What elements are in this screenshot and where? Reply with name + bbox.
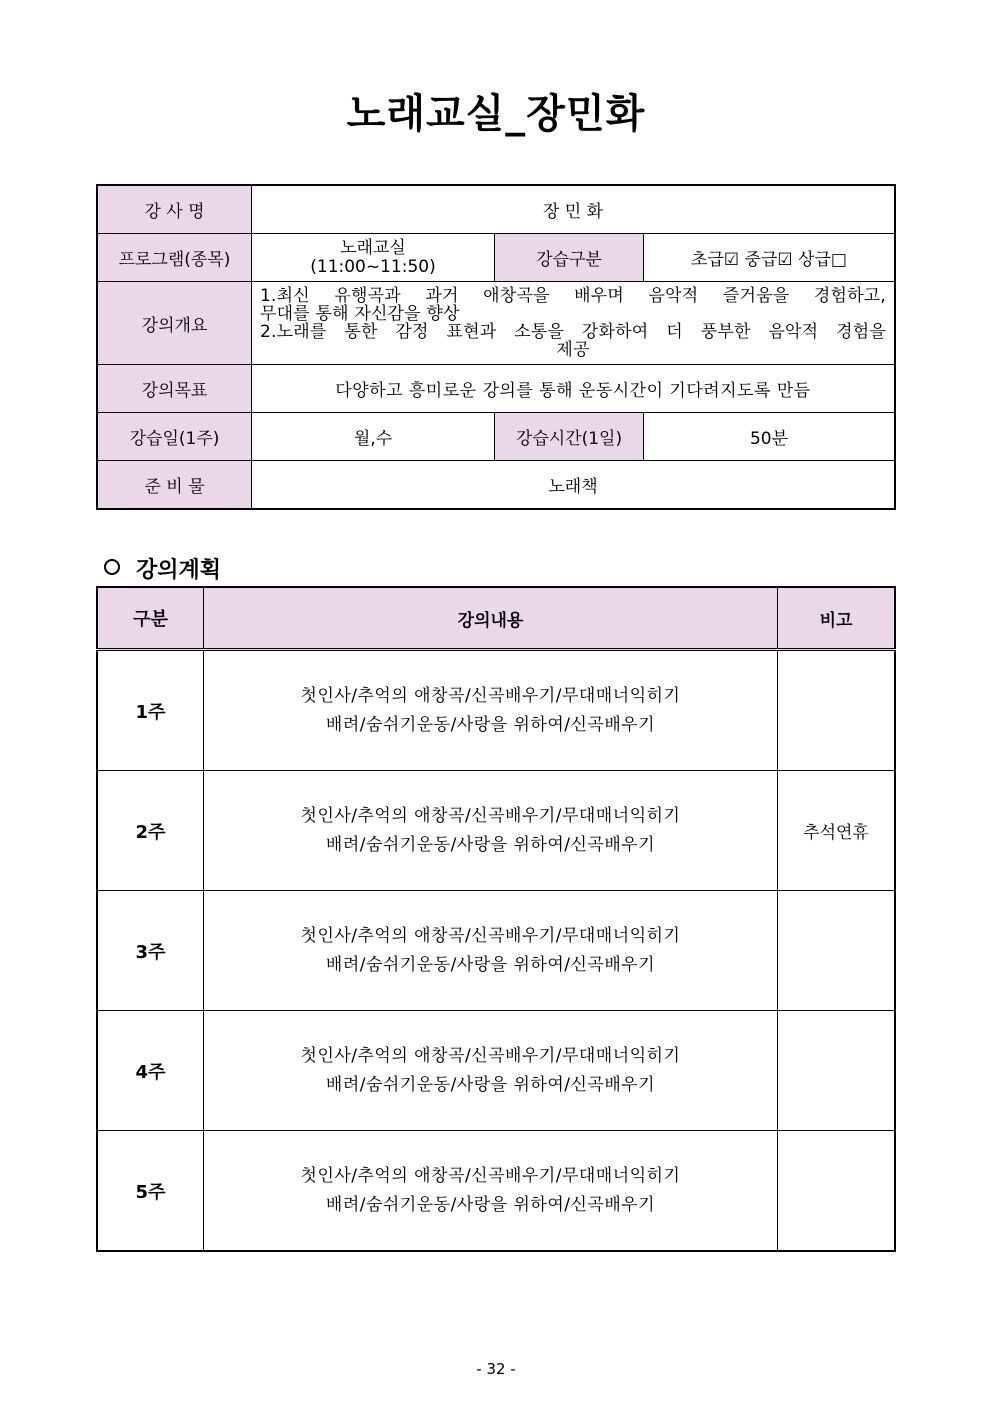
content-line: 배려/숨쉬기운동/사랑을 위하여/신곡배우기 [325,834,656,855]
note-cell [778,1011,896,1131]
table-row [97,1011,895,1131]
overview-label: 강의개요 [97,282,252,365]
program-name: 노래교실 [340,237,406,258]
content-line: 첫인사/추억의 애창곡/신곡배우기/무대매너익히기 [300,1045,681,1066]
note-cell [778,1131,896,1252]
content-line: 첫인사/추억의 애창곡/신곡배우기/무대매너익히기 [300,925,681,946]
header-note: 비고 [778,587,896,650]
days-value: 월,수 [252,413,495,461]
circle-bullet-icon [104,559,120,575]
content-cell [204,650,778,771]
content-cell [204,1011,778,1131]
content-line: 배려/숨쉬기운동/사랑을 위하여/신곡배우기 [325,954,656,975]
overview-line: 1.최신 유행곡과 과거 애창곡을 배우며 음악적 즐거움을 경험하고, [260,286,886,306]
duration-label: 강습시간(1일) [495,413,644,461]
content-line: 첫인사/추억의 애창곡/신곡배우기/무대매너익히기 [300,805,681,826]
content-cell [204,891,778,1011]
section-heading [104,553,221,584]
course-info-table [96,184,896,510]
week-cell: 5주 [97,1131,204,1252]
goal-label: 강의목표 [97,365,252,413]
overview-line: 2.노래를 통한 감정 표현과 소통을 강화하여 더 풍부한 음악적 경험을 [260,322,886,342]
level-value: 초급☑ 중급☑ 상급□ [644,234,896,282]
content-line: 배려/숨쉬기운동/사랑을 위하여/신곡배우기 [325,1194,656,1215]
note-cell [778,650,896,771]
section-title: 강의계획 [136,558,222,583]
materials-value: 노래책 [252,461,896,510]
content-line: 배려/숨쉬기운동/사랑을 위하여/신곡배우기 [325,1074,656,1095]
header-content: 강의내용 [204,587,778,650]
table-row [97,650,895,771]
instructor-value: 장 민 화 [252,185,896,234]
week-cell: 2주 [97,771,204,891]
content-line: 첫인사/추억의 애창곡/신곡배우기/무대매너익히기 [300,1165,681,1186]
content-cell [204,1131,778,1252]
table-row [97,891,895,1011]
instructor-label: 강 사 명 [97,185,252,234]
materials-label: 준 비 물 [97,461,252,510]
week-cell: 3주 [97,891,204,1011]
overview-value [252,282,896,365]
week-cell: 4주 [97,1011,204,1131]
note-cell [778,891,896,1011]
level-label: 강습구분 [495,234,644,282]
header-week: 구분 [97,587,204,650]
page-title: 노래교실_장민화 [346,91,646,137]
note-cell: 추석연휴 [778,771,896,891]
week-cell: 1주 [97,650,204,771]
overview-line: 제공 [556,340,590,360]
page-number: - 32 - [476,1360,516,1378]
content-cell [204,771,778,891]
duration-value: 50분 [644,413,896,461]
overview-line: 무대를 통해 자신감을 향상 [260,304,460,324]
days-label: 강습일(1주) [97,413,252,461]
program-label: 프로그램(종목) [97,234,252,282]
goal-value: 다양하고 흥미로운 강의를 통해 운동시간이 기다려지도록 만듬 [252,365,896,413]
lecture-plan-table [96,586,896,1252]
content-line: 첫인사/추억의 애창곡/신곡배우기/무대매너익히기 [300,685,681,706]
table-row [97,771,895,891]
table-row [97,1131,895,1252]
program-time: (11:00~11:50) [310,256,436,277]
program-value [252,234,495,282]
content-line: 배려/숨쉬기운동/사랑을 위하여/신곡배우기 [325,714,656,735]
